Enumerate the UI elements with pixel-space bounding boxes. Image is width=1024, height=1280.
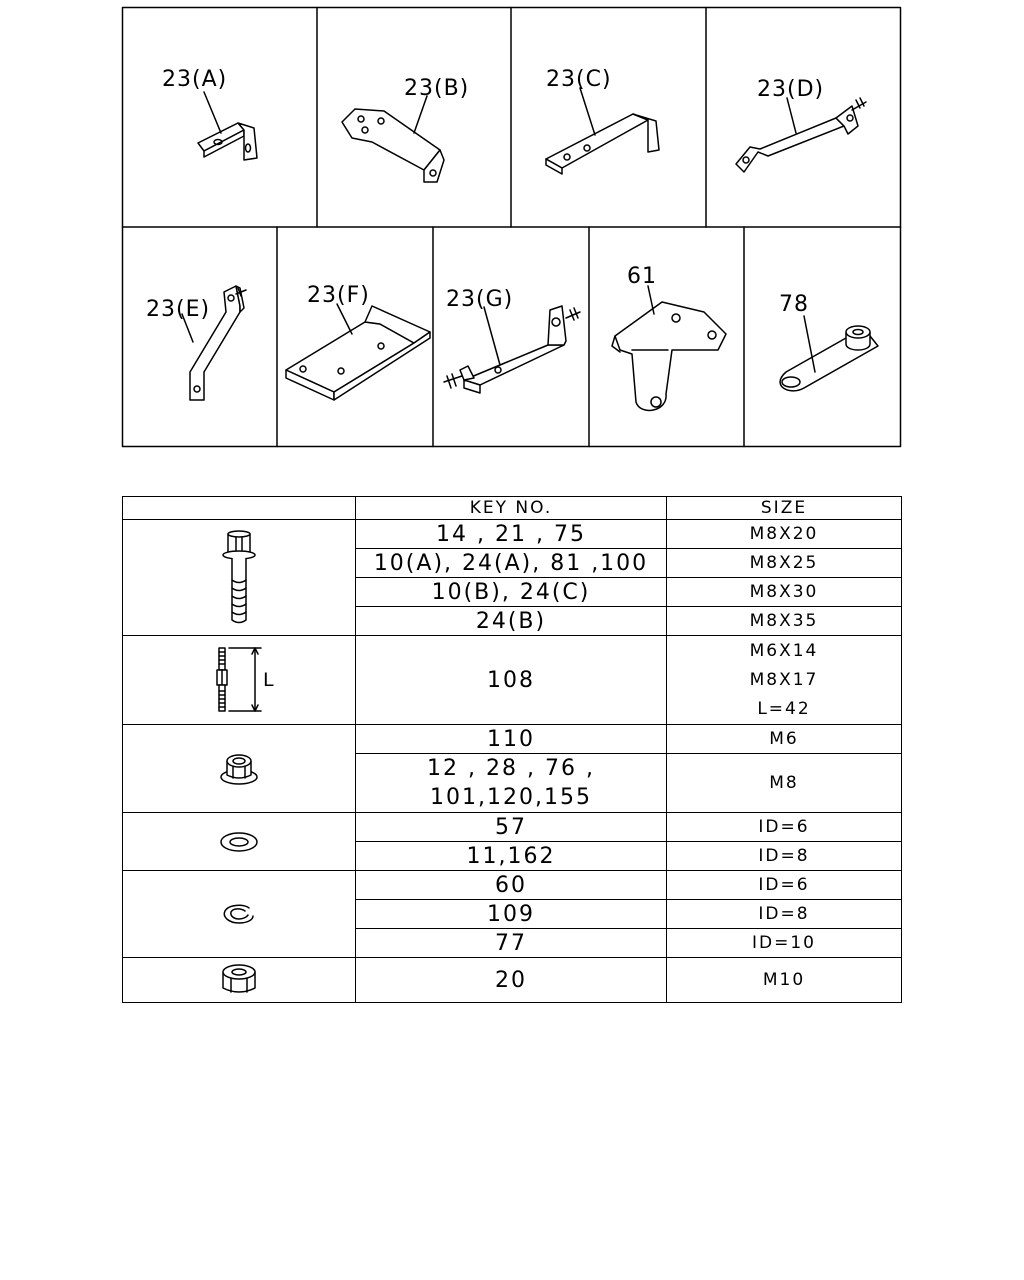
key-no-cell: 24(B) [356, 607, 667, 636]
key-no-cell: 110 [356, 725, 667, 754]
key-no-cell: 57 [356, 813, 667, 842]
key-no-cell: 109 [356, 900, 667, 929]
bracket-23c-drawing [546, 88, 659, 174]
washer-icon [217, 830, 261, 854]
size-line: M8X17 [749, 669, 819, 690]
size-cell [667, 636, 902, 725]
bracket-23g-drawing [444, 306, 580, 393]
header-icon [123, 497, 356, 520]
key-no-cell: 11,162 [356, 842, 667, 871]
part-label-61: 61 [627, 264, 657, 289]
part-label-23d: 23(D) [757, 77, 825, 102]
size-cell: M8X25 [667, 549, 902, 578]
bracket-78-drawing [780, 316, 878, 391]
size-cell: ID=8 [667, 842, 902, 871]
clip-icon-cell [123, 871, 356, 958]
stud-length-label: L [263, 669, 274, 691]
fastener-table [122, 496, 902, 1003]
table-row [123, 520, 902, 549]
bracket-23d-drawing [736, 98, 866, 172]
hex-nut-icon-cell [123, 958, 356, 1003]
size-cell: ID=6 [667, 813, 902, 842]
washer-icon-cell [123, 813, 356, 871]
stud-bolt-icon [189, 645, 289, 715]
bracket-61-drawing [612, 286, 726, 410]
part-label-23f: 23(F) [307, 283, 370, 308]
table-row [123, 958, 902, 1003]
table-header-row [123, 497, 902, 520]
size-cell: ID=6 [667, 871, 902, 900]
key-line: 101,120,155 [430, 785, 592, 810]
key-no-cell: 60 [356, 871, 667, 900]
bolt-icon-cell [123, 520, 356, 636]
part-label-78: 78 [779, 292, 809, 317]
key-no-cell: 10(B), 24(C) [356, 578, 667, 607]
flange-bolt-icon [214, 530, 264, 626]
header-key-no: KEY NO. [356, 497, 667, 520]
size-cell: ID=8 [667, 900, 902, 929]
bracket-23a-drawing [198, 92, 257, 160]
size-cell: ID=10 [667, 929, 902, 958]
table-row [123, 636, 902, 725]
parts-illustration [0, 0, 1024, 460]
key-no-cell: 77 [356, 929, 667, 958]
part-label-23e: 23(E) [146, 297, 211, 322]
size-cell: M8X35 [667, 607, 902, 636]
key-no-cell: 108 [356, 636, 667, 725]
flange-nut-icon-cell [123, 725, 356, 813]
part-label-23a: 23(A) [162, 67, 228, 92]
size-cell: M8X20 [667, 520, 902, 549]
key-no-cell: 14 , 21 , 75 [356, 520, 667, 549]
part-label-23c: 23(C) [546, 67, 612, 92]
bracket-23b-drawing [342, 96, 444, 182]
part-label-23g: 23(G) [446, 287, 514, 312]
table-row [123, 813, 902, 842]
stud-icon-cell [123, 636, 356, 725]
key-no-cell: 10(A), 24(A), 81 ,100 [356, 549, 667, 578]
size-line: M6X14 [749, 640, 819, 661]
clip-washer-icon [219, 902, 259, 926]
size-cell: M6 [667, 725, 902, 754]
header-size: SIZE [667, 497, 902, 520]
flange-nut-icon [217, 751, 261, 787]
size-cell: M10 [667, 958, 902, 1003]
size-line: L=42 [757, 698, 811, 719]
hex-nut-icon [217, 962, 261, 998]
parts-grid [0, 0, 1024, 460]
size-cell: M8 [667, 754, 902, 813]
bracket-23f-drawing [286, 304, 430, 400]
table-row [123, 725, 902, 754]
key-no-cell: 20 [356, 958, 667, 1003]
key-no-cell [356, 754, 667, 813]
part-label-23b: 23(B) [404, 76, 470, 101]
size-cell: M8X30 [667, 578, 902, 607]
table-row [123, 871, 902, 900]
key-line: 12 , 28 , 76 , [427, 756, 595, 781]
